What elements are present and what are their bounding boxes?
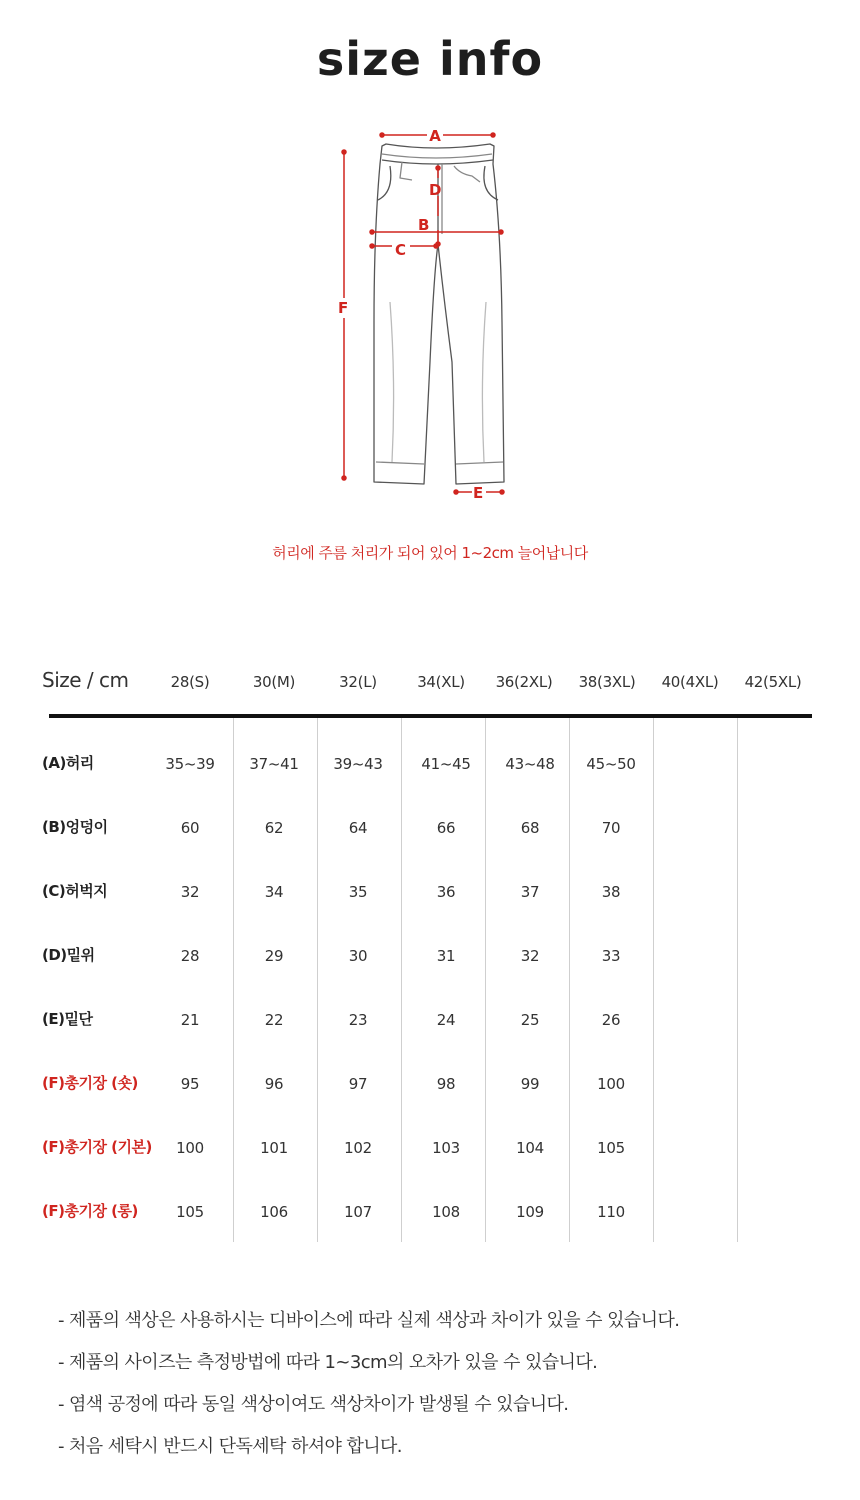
table-cell: 70: [601, 819, 621, 837]
row-label: (D)밑위: [42, 946, 95, 964]
table-row: [0, 816, 860, 846]
table-cell: 108: [432, 1203, 460, 1221]
table-cell: 100: [597, 1075, 625, 1093]
table-cell: 60: [180, 819, 200, 837]
table-cell: 29: [264, 947, 284, 965]
size-col-34: 34(XL): [417, 673, 465, 691]
table-row: [0, 880, 860, 910]
size-col-30: 30(M): [252, 673, 296, 691]
table-cell: 103: [432, 1139, 460, 1157]
table-cell: 105: [176, 1203, 204, 1221]
table-cell: 23: [348, 1011, 368, 1029]
table-row: [0, 1008, 860, 1038]
table-row: [0, 752, 860, 782]
measure-b-line: [370, 230, 503, 234]
size-header-label: Size / cm: [42, 668, 129, 692]
table-cell: 99: [520, 1075, 540, 1093]
label-d: D: [429, 181, 442, 199]
waist-note: 허리에 주름 처리가 되어 있어 1~2cm 늘어납니다: [272, 544, 588, 562]
table-cell: 105: [597, 1139, 625, 1157]
size-table-header: [0, 668, 860, 698]
row-label: (E)밑단: [42, 1010, 93, 1028]
row-label: (C)허벅지: [42, 882, 108, 900]
care-note-line: - 제품의 사이즈는 측정방법에 따라 1~3cm의 오차가 있을 수 있습니다.: [58, 1352, 598, 1373]
table-row: [0, 1136, 860, 1166]
label-c: C: [395, 241, 407, 259]
table-cell: 107: [344, 1203, 372, 1221]
care-note-line: - 처음 세탁시 반드시 단독세탁 하셔야 합니다.: [58, 1436, 402, 1457]
table-cell: 64: [348, 819, 368, 837]
row-label: (F)총기장 (기본): [42, 1138, 152, 1156]
label-b: B: [418, 216, 430, 234]
table-cell: 32: [520, 947, 540, 965]
table-cell: 38: [601, 883, 621, 901]
table-cell: 28: [180, 947, 200, 965]
table-cell: 22: [264, 1011, 284, 1029]
table-cell: 37: [520, 883, 540, 901]
table-cell: 106: [260, 1203, 288, 1221]
table-cell: 43~48: [505, 755, 555, 773]
table-cell: 100: [176, 1139, 204, 1157]
label-f: F: [338, 299, 349, 317]
table-cell: 45~50: [586, 755, 636, 773]
table-cell: 26: [601, 1011, 621, 1029]
size-col-42: 42(5XL): [744, 673, 802, 691]
table-cell: 102: [344, 1139, 372, 1157]
label-e: E: [473, 484, 484, 502]
row-label: (F)총기장 (롱): [42, 1202, 138, 1220]
care-notes: [58, 1306, 838, 1474]
table-cell: 36: [436, 883, 456, 901]
table-cell: 109: [516, 1203, 544, 1221]
size-col-40: 40(4XL): [661, 673, 719, 691]
table-header-rule: [49, 714, 812, 718]
table-cell: 98: [436, 1075, 456, 1093]
care-note-line: - 염색 공정에 따라 동일 색상이여도 색상차이가 발생될 수 있습니다.: [58, 1394, 569, 1415]
table-cell: 110: [597, 1203, 625, 1221]
table-cell: 97: [348, 1075, 368, 1093]
table-cell: 35~39: [165, 755, 215, 773]
care-note-line: - 제품의 색상은 사용하시는 디바이스에 따라 실제 색상과 차이가 있을 수 있습니다.: [58, 1310, 680, 1331]
table-cell: 41~45: [421, 755, 471, 773]
table-cell: 25: [520, 1011, 540, 1029]
table-cell: 96: [264, 1075, 284, 1093]
row-label: (A)허리: [42, 754, 94, 772]
table-cell: 33: [601, 947, 621, 965]
table-cell: 35: [348, 883, 368, 901]
table-cell: 24: [436, 1011, 456, 1029]
table-cell: 62: [264, 819, 284, 837]
label-a: A: [429, 127, 441, 145]
table-cell: 68: [520, 819, 540, 837]
table-cell: 66: [436, 819, 456, 837]
table-cell: 34: [264, 883, 284, 901]
table-cell: 39~43: [333, 755, 383, 773]
row-label: (B)엉덩이: [42, 818, 108, 836]
row-label: (F)총기장 (숏): [42, 1074, 138, 1092]
table-cell: 37~41: [249, 755, 299, 773]
size-col-32: 32(L): [339, 673, 377, 691]
pants-diagram: [330, 122, 520, 512]
table-cell: 32: [180, 883, 200, 901]
table-row: [0, 944, 860, 974]
table-row: [0, 1072, 860, 1102]
measure-d-line: [436, 166, 440, 246]
page-title: size info: [316, 32, 544, 86]
size-col-28: 28(S): [170, 673, 210, 691]
table-cell: 21: [180, 1011, 200, 1029]
table-cell: 104: [516, 1139, 544, 1157]
table-cell: 101: [260, 1139, 288, 1157]
size-col-36: 36(2XL): [495, 673, 553, 691]
table-cell: 30: [348, 947, 368, 965]
table-row: [0, 1200, 860, 1230]
table-cell: 95: [180, 1075, 200, 1093]
size-col-38: 38(3XL): [578, 673, 636, 691]
table-cell: 31: [436, 947, 456, 965]
